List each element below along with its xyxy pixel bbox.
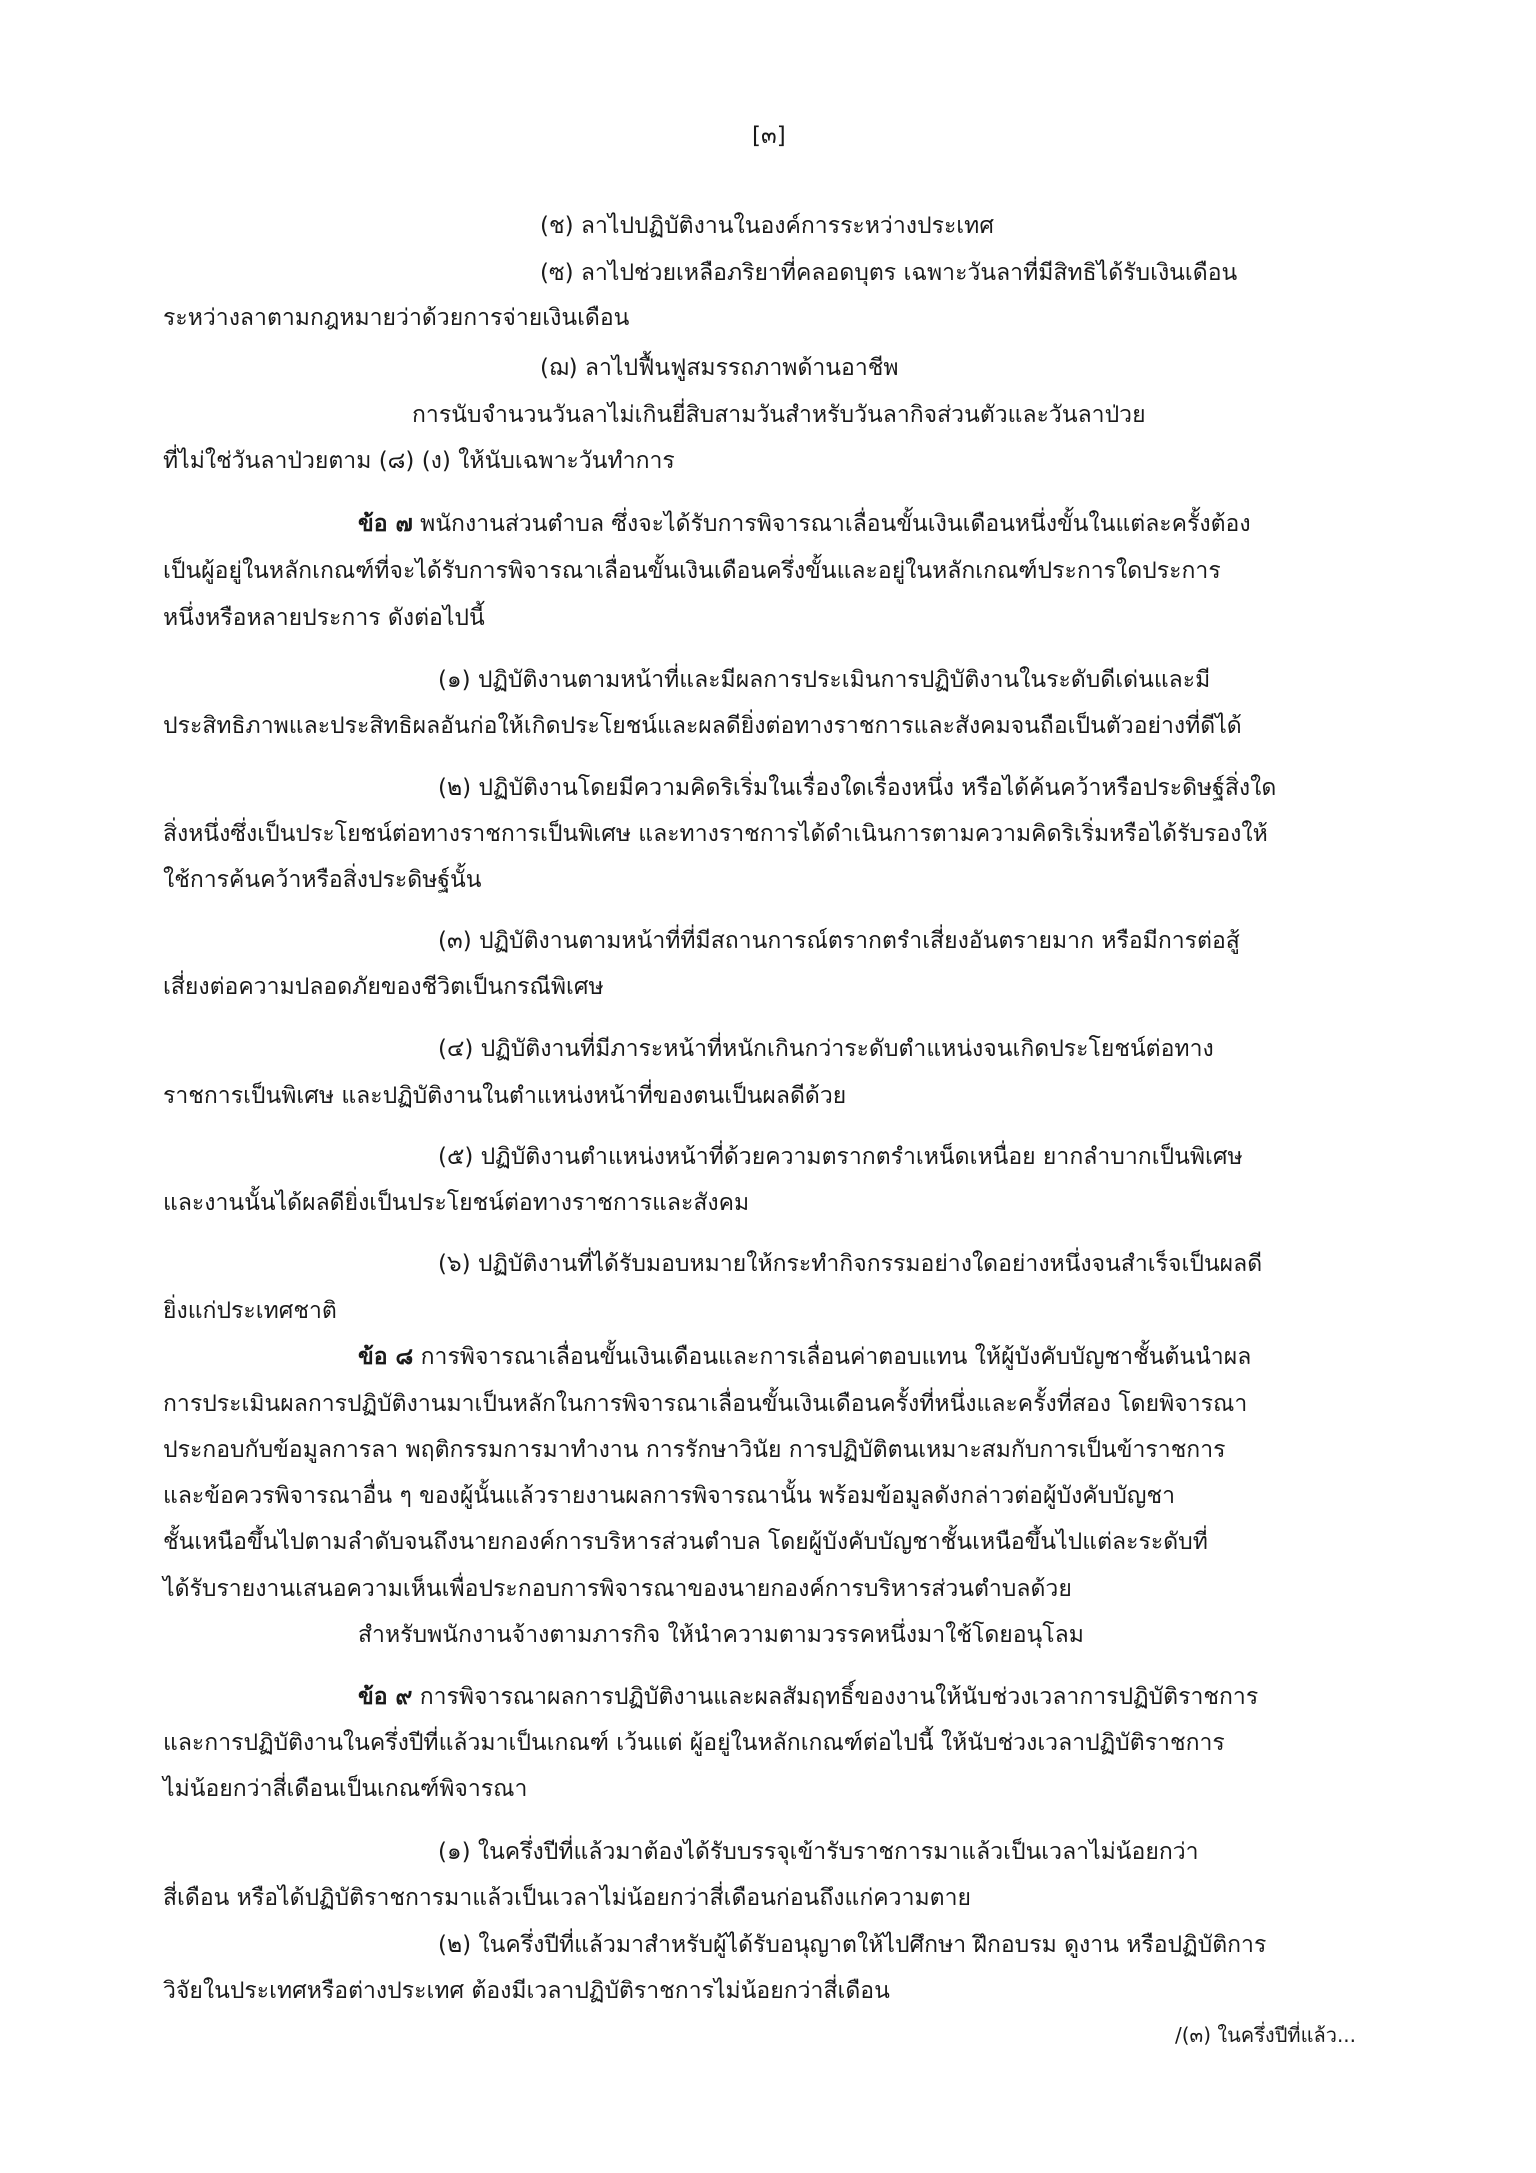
sec7-line3: หนึ่งหรือหลายประการ ดังต่อไปนี้ (163, 605, 485, 631)
sec7-item1-line1: (๑) ปฏิบัติงานตามหน้าที่และมีผลการประเมินการปฏิบัติงานในระดับดีเด่นและมี (438, 667, 1211, 693)
sec8-line1 (358, 1339, 1251, 1375)
sec7-text: พนักงานส่วนตำบล ซึ่งจะได้รับการพิจารณาเลื่อนขั้นเงินเดือนหนึ่งขั้นในแต่ละครั้งต้อง (420, 511, 1251, 537)
sec9-item1-line1: (๑) ในครึ่งปีที่แล้วมาต้องได้รับบรรจุเข้ารับราชการมาแล้วเป็นเวลาไม่น้อยกว่า (438, 1839, 1199, 1865)
sec7-item1-line2: ประสิทธิภาพและประสิทธิผลอันก่อให้เกิดประโยชน์และผลดียิ่งต่อทางราชการและสังคมจนถือเป็นตัวอย่างที่ดีได้ (163, 713, 1242, 739)
item-ch: (ช) ลาไปปฏิบัติงานในองค์การระหว่างประเทศ (540, 213, 994, 239)
item-cho: (ฌ) ลาไปฟื้นฟูสมรรถภาพด้านอาชีพ (540, 355, 899, 381)
sec7-heading: ข้อ ๗ (358, 511, 413, 537)
sec9-text: การพิจารณาผลการปฏิบัติงานและผลสัมฤทธิ์ของงานให้นับช่วงเวลาการปฏิบัติราชการ (419, 1684, 1259, 1710)
count-rule: การนับจำนวนวันลาไม่เกินยี่สิบสามวันสำหรับวันลากิจส่วนตัวและวันลาป่วย (412, 402, 1146, 428)
sec9-line3: ไม่น้อยกว่าสี่เดือนเป็นเกณฑ์พิจารณา (163, 1776, 528, 1802)
sec7-item3-line2: เสี่ยงต่อความปลอดภัยของชีวิตเป็นกรณีพิเศษ (163, 974, 604, 1000)
sec7-line1 (358, 506, 1251, 542)
sec7-item6-line1: (๖) ปฏิบัติงานที่ได้รับมอบหมายให้กระทำกิจกรรมอย่างใดอย่างหนึ่งจนสำเร็จเป็นผลดี (438, 1251, 1263, 1277)
sec9-item2-line1: (๒) ในครึ่งปีที่แล้วมาสำหรับผู้ได้รับอนุญาตให้ไปศึกษา ฝึกอบรม ดูงาน หรือปฏิบัติการ (438, 1932, 1267, 1958)
sec8-line5: ชั้นเหนือขึ้นไปตามลำดับจนถึงนายกองค์การบริหารส่วนตำบล โดยผู้บังคับบัญชาชั้นเหนือขึ้นไปแต่ละระดับที่ (163, 1529, 1208, 1555)
sec7-item2-line2: สิ่งหนึ่งซึ่งเป็นประโยชน์ต่อทางราชการเป็นพิเศษ และทางราชการได้ดำเนินการตามความคิดริเริ่มหรือได้รับรองให้ (163, 821, 1268, 847)
sec7-item6-line2: ยิ่งแก่ประเทศชาติ (163, 1298, 337, 1324)
sec7-item4-line2: ราชการเป็นพิเศษ และปฏิบัติงานในตำแหน่งหน้าที่ของตนเป็นผลดีด้วย (163, 1083, 847, 1109)
item-sh: (ซ) ลาไปช่วยเหลือภริยาที่คลอดบุตร เฉพาะวันลาที่มีสิทธิได้รับเงินเดือน (540, 260, 1238, 286)
sec7-item5-line2: และงานนั้นได้ผลดียิ่งเป็นประโยชน์ต่อทางราชการและสังคม (163, 1190, 750, 1216)
sec8-line3: ประกอบกับข้อมูลการลา พฤติกรรมการมาทำงาน การรักษาวินัย การปฏิบัติตนเหมาะสมกับการเป็นข้าราชการ (163, 1437, 1226, 1463)
count-rule-cont: ที่ไม่ใช่วันลาป่วยตาม (๘) (ง) ให้นับเฉพาะวันทำการ (163, 448, 675, 474)
page-number: [๓] (752, 123, 786, 149)
sec9-item1-line2: สี่เดือน หรือได้ปฏิบัติราชการมาแล้วเป็นเวลาไม่น้อยกว่าสี่เดือนก่อนถึงแก่ความตาย (163, 1885, 971, 1911)
sec9-line2: และการปฏิบัติงานในครึ่งปีที่แล้วมาเป็นเกณฑ์ เว้นแต่ ผู้อยู่ในหลักเกณฑ์ต่อไปนี้ ให้นับช่วงเวลาปฏิบัติราชการ (163, 1730, 1225, 1756)
sec7-item2-line1: (๒) ปฏิบัติงานโดยมีความคิดริเริ่มในเรื่องใดเรื่องหนึ่ง หรือได้ค้นคว้าหรือประดิษฐ์สิ่งใด (438, 775, 1277, 801)
sec7-line2: เป็นผู้อยู่ในหลักเกณฑ์ที่จะได้รับการพิจารณาเลื่อนขั้นเงินเดือนครึ่งขั้นและอยู่ในหลักเกณฑ์ประการใดประการ (163, 558, 1221, 584)
sec9-heading: ข้อ ๙ (358, 1684, 413, 1710)
sec9-line1 (358, 1679, 1258, 1715)
sec8-line2: การประเมินผลการปฏิบัติงานมาเป็นหลักในการพิจารณาเลื่อนขั้นเงินเดือนครั้งที่หนึ่งและครั้งที่สอง โดยพิจารณา (163, 1391, 1248, 1417)
sec7-item3-line1: (๓) ปฏิบัติงานตามหน้าที่ที่มีสถานการณ์ตรากตรำเสี่ยงอันตรายมาก หรือมีการต่อสู้ (438, 928, 1240, 954)
sec8-text: การพิจารณาเลื่อนขั้นเงินเดือนและการเลื่อนค่าตอบแทน ให้ผู้บังคับบัญชาชั้นต้นนำผล (420, 1344, 1252, 1370)
sec7-item2-line3: ใช้การค้นคว้าหรือสิ่งประดิษฐ์นั้น (163, 867, 482, 893)
sec7-item5-line1: (๕) ปฏิบัติงานตำแหน่งหน้าที่ด้วยความตรากตรำเหน็ดเหนื่อย ยากลำบากเป็นพิเศษ (438, 1144, 1243, 1170)
sec9-item2-line2: วิจัยในประเทศหรือต่างประเทศ ต้องมีเวลาปฏิบัติราชการไม่น้อยกว่าสี่เดือน (163, 1978, 890, 2004)
sec8-line6: ได้รับรายงานเสนอความเห็นเพื่อประกอบการพิจารณาของนายกองค์การบริหารส่วนตำบลด้วย (163, 1576, 1072, 1602)
sec8-line4: และข้อควรพิจารณาอื่น ๆ ของผู้นั้นแล้วรายงานผลการพิจารณานั้น พร้อมข้อมูลดังกล่าวต่อผู้บังคับบัญชา (163, 1483, 1176, 1509)
sec8-heading: ข้อ ๘ (358, 1344, 414, 1370)
continuation-note: /(๓) ในครึ่งปีที่แล้ว... (1175, 2023, 1357, 2047)
sec7-item4-line1: (๔) ปฏิบัติงานที่มีภาระหน้าที่หนักเกินกว่าระดับตำแหน่งจนเกิดประโยชน์ต่อทาง (438, 1036, 1214, 1062)
item-sh-cont: ระหว่างลาตามกฎหมายว่าด้วยการจ่ายเงินเดือน (163, 305, 630, 331)
sec8-line7: สำหรับพนักงานจ้างตามภารกิจ ให้นำความตามวรรคหนึ่งมาใช้โดยอนุโลม (358, 1622, 1084, 1648)
